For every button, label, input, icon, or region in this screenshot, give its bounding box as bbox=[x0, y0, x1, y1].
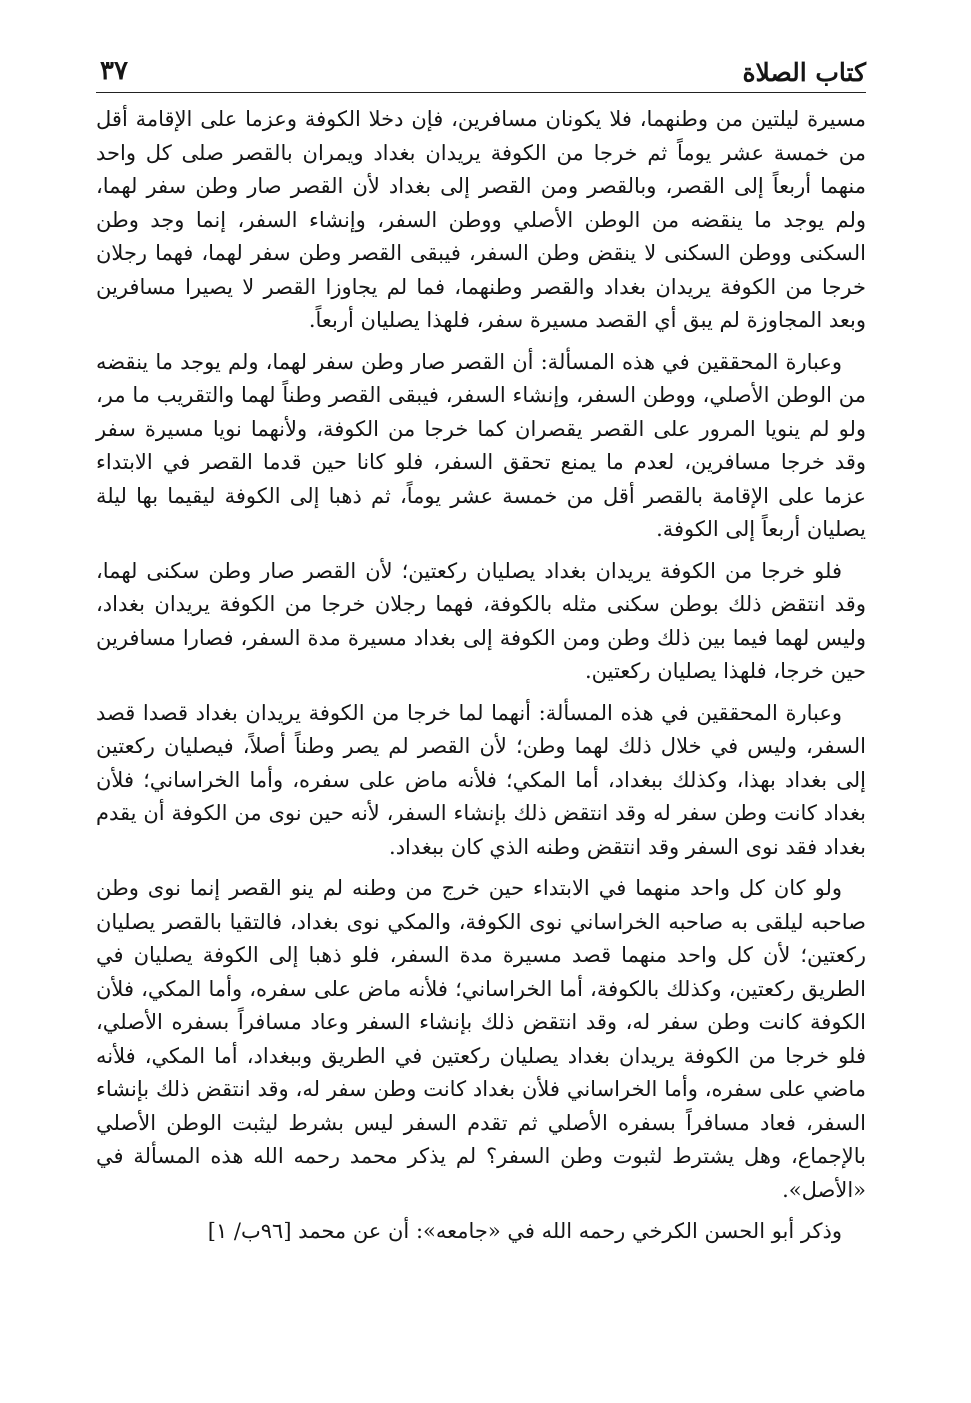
page-body bbox=[96, 103, 866, 1249]
page-number: ٣٧ bbox=[100, 56, 128, 86]
running-title: كتاب الصلاة bbox=[742, 58, 866, 87]
paragraph: ولو كان كل واحد منهما في الابتداء حين خرج من وطنه لم ينو القصر إنما نوى وطن صاحبه ليلقى به صاحبه الخراساني نوى الكوفة، والمكي نوى بغداد، فالتقيا بالقصر يصليان ركعتين؛ لأن كل واحد منهما قصد مسيرة مدة السفر، فلو ذهبا إلى الكوفة يصليان في الطريق ركعتين، وكذلك بالكوفة، أما الخراساني؛ فلأنه ماض على سفره، وأما المكي، فلأن الكوفة كانت وطن سفر له، وقد انتقض ذلك بإنشاء السفر وعاد مسافراً بسفره الأصلي، فلو خرجا من الكوفة يريدان بغداد يصليان ركعتين في الطريق وببغداد، أما المكي، فلأنه ماضي على سفره، وأما الخراساني فلأن بغداد كانت وطن سفر له، وقد انتقض ذلك بإنشاء السفر، فعاد مسافراً بسفره الأصلي ثم تقدم السفر ليس بشرط ليثبت الوطن الأصلي بالإجماع، وهل يشترط لثبوت وطن السفر؟ لم يذكر محمد رحمه الله هذه المسألة في «الأصل». bbox=[96, 876, 866, 1202]
paragraph: فلو خرجا من الكوفة يريدان بغداد يصليان ركعتين؛ لأن القصر صار وطن سكنى لهما، وقد انتقض ذلك بوطن سكنى مثله بالكوفة، فهما رجلان خرجا من الكوفة يريدان بغداد، وليس لهما فيما بين ذلك وطن ومن الكوفة إلى بغداد مسيرة مدة السفر، فصارا مسافرين حين خرجا، فلهذا يصليان ركعتين. bbox=[96, 558, 866, 683]
paragraph: وعبارة المحققين في هذه المسألة: أنهما لما خرجا من الكوفة يريدان بغداد قصدا قصد السفر، وليس في خلال ذلك لهما وطن؛ لأن القصر لم يصر وطناً أصلاً، فيصليان ركعتين إلى بغداد بهذا، وكذلك ببغداد، أما المكي؛ فلأنه ماض على سفره، وأما الخراساني؛ فلأن بغداد كانت وطن سفر له وقد انتقض ذلك بإنشاء السفر، لأنه حين نوى من الكوفة أن يقدم بغداد فقد نوى السفر وقد انتقض وطنه الذي كان ببغداد. bbox=[96, 700, 866, 859]
book-page bbox=[96, 52, 866, 1372]
paragraph: وذكر أبو الحسن الكرخي رحمه الله في «جامعه»: أن عن محمد [٩٦ب/ ١] bbox=[207, 1219, 842, 1243]
page-header bbox=[96, 52, 866, 93]
paragraph: مسيرة ليلتين من وطنهما، فلا يكونان مسافرين، فإن دخلا الكوفة وعزما على الإقامة أقل من خمسة عشر يوماً ثم خرجا من الكوفة يريدان بغداد ويمران بالقصر صلى كل واحد منهما أربعاً إلى القصر، وبالقصر ومن القصر إلى بغداد لأن القصر صار وطن سفر لهما، ولم يوجد ما ينقضه من الوطن الأصلي ووطن السفر، وإنشاء السفر، إنما وجد وطن السكنى ووطن السكنى لا ينقض وطن السفر، فيبقى القصر وطن سفر لهما، فهما رجلان خرجا من الكوفة يريدان بغداد والقصر وطنهما، فما لم يجاوزا القصر لا يصيرا مسافرين وبعد المجاوزة لم يبق أي القصد مسيرة سفر، فلهذا يصليان أربعاً. bbox=[96, 107, 866, 332]
paragraph: وعبارة المحققين في هذه المسألة: أن القصر صار وطن سفر لهما، ولم يوجد ما ينقضه من الوطن الأصلي، ووطن السفر، وإنشاء السفر، فيبقى القصر وطناً لهما والتقريب ما مر، ولو لم ينويا المرور على القصر يقصران كما خرجا من الكوفة، ولأنهما نويا مسيرة سفر وقد خرجا مسافرين، لعدم ما يمنع تحقق السفر، فلو كانا حين قدما القصر في الابتداء عزما على الإقامة بالقصر أقل من خمسة عشر يوماً، ثم ذهبا إلى الكوفة ليقيما بها ليلة يصليان أربعاً إلى الكوفة. bbox=[96, 349, 866, 541]
